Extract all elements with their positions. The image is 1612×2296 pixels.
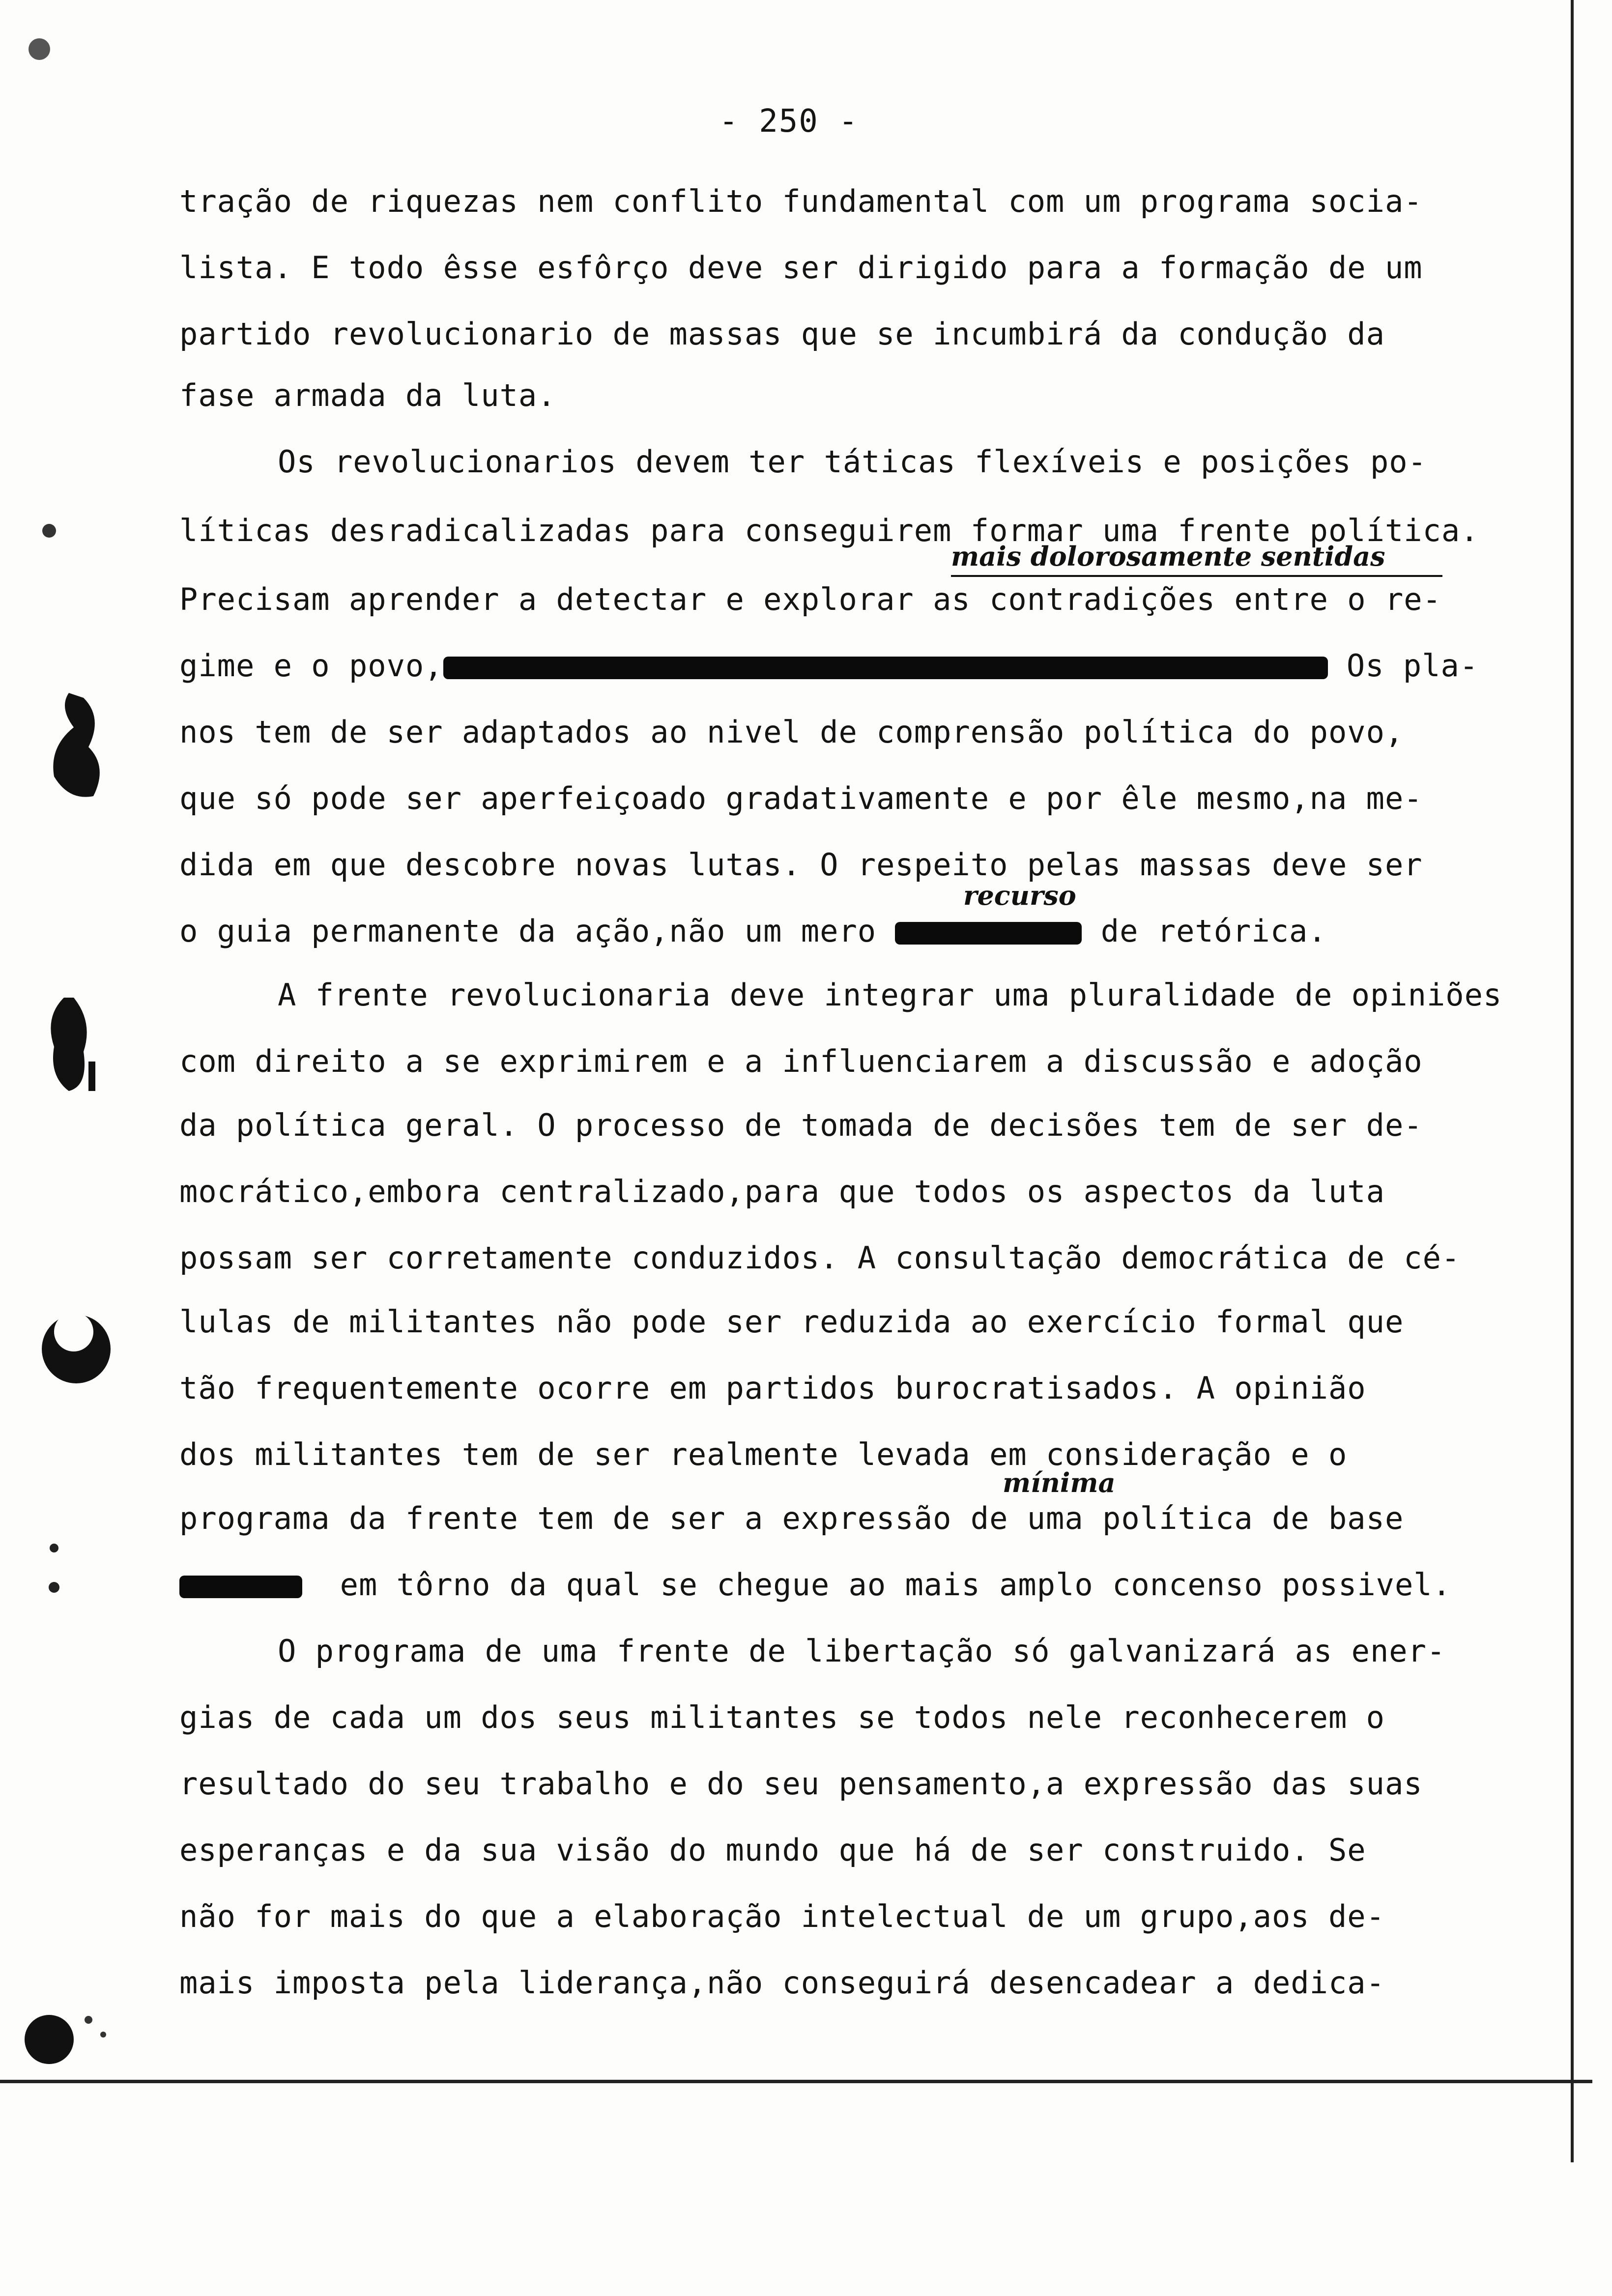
text-line: mocrático,embora centralizado,para que todos os aspectos da luta [179,1174,1385,1209]
text-line: fase armada da luta. [179,377,556,413]
text-line: programa da frente tem de ser a expressão de uma política de base [179,1500,1404,1536]
ink-smudge-icon [29,993,108,1106]
text-line [179,912,1327,951]
ink-blot-icon [20,29,59,69]
text-line: mais imposta pela liderança,não conseguirá desencadear a dedica- [179,1965,1385,2001]
text-line: com direito a se exprimirem e a influenciarem a discussão e adoção [179,1043,1423,1079]
bottom-margin-rule [0,2080,1592,2083]
text-line: não for mais do que a elaboração intelectual de um grupo,aos de- [179,1898,1385,1934]
text-line [179,1565,1451,1605]
text-line: possam ser corretamente conduzidos. A consultação democrática de cé- [179,1240,1461,1276]
text-line: Os revolucionarios devem ter táticas flexíveis e posições po- [278,444,1427,480]
text-line: dos militantes tem de ser realmente levada em consideração e o [179,1436,1348,1472]
text-line: nos tem de ser adaptados ao nivel de comprensão política do povo, [179,714,1404,750]
punch-hole-icon [15,1990,123,2074]
redaction-bar [443,657,1328,679]
text-line: Precisam aprender a detectar e explorar as contradições entre o re- [179,581,1441,617]
text-line: tração de riquezas nem conflito fundamental com um programa socia- [179,183,1423,219]
handwritten-insertion: mais dolorosamente sentidas [951,541,1385,572]
text-line: resultado do seu trabalho e do seu pensamento,a expressão das suas [179,1766,1423,1802]
ink-smudge-icon [39,688,113,816]
text-line: que só pode ser aperfeiçoado gradativamente e por êle mesmo,na me- [179,780,1423,816]
redaction-bar [895,922,1082,945]
redaction-bar [179,1576,302,1598]
text-line: gias de cada um dos seus militantes se todos nele reconhecerem o [179,1699,1385,1735]
text-fragment: o guia permanente da ação,não um mero [179,913,877,949]
text-line: lista. E todo êsse esfôrço deve ser dirigido para a formação de um [179,250,1423,286]
handwritten-insertion: recurso [963,880,1076,911]
text-fragment: de retórica. [1100,913,1327,949]
text-line: da política geral. O processo de tomada de decisões tem de ser de- [179,1107,1423,1143]
text-line: tão frequentemente ocorre em partidos burocratisados. A opinião [179,1370,1366,1406]
text-line: esperanças e da sua visão do mundo que há de ser construido. Se [179,1832,1366,1868]
punch-hole-icon [29,1302,123,1396]
text-line [179,646,1478,686]
text-fragment: em tôrno da qual se chegue ao mais amplo concenso possivel. [340,1567,1451,1603]
text-line: partido revolucionario de massas que se incumbirá da condução da [179,316,1385,352]
page-number: - 250 - [719,103,859,140]
text-line: dida em que descobre novas lutas. O respeito pelas massas deve ser [179,847,1423,883]
text-line: A frente revolucionaria deve integrar uma pluralidade de opiniões [278,977,1502,1013]
text-fragment: Os pla- [1346,648,1479,684]
right-margin-rule [1571,0,1574,2162]
ink-dot-icon [34,516,64,545]
text-fragment: gime e o povo, [179,648,443,684]
text-line: lulas de militantes não pode ser reduzida ao exercício formal que [179,1304,1404,1340]
handwritten-underline [951,575,1442,577]
text-line: O programa de uma frente de libertação só galvanizará as ener- [278,1633,1446,1669]
ink-dot-icon [44,1538,64,1597]
handwritten-insertion: mínima [1003,1467,1116,1498]
text-line: líticas desradicalizadas para conseguirem formar uma frente política. [179,513,1479,548]
